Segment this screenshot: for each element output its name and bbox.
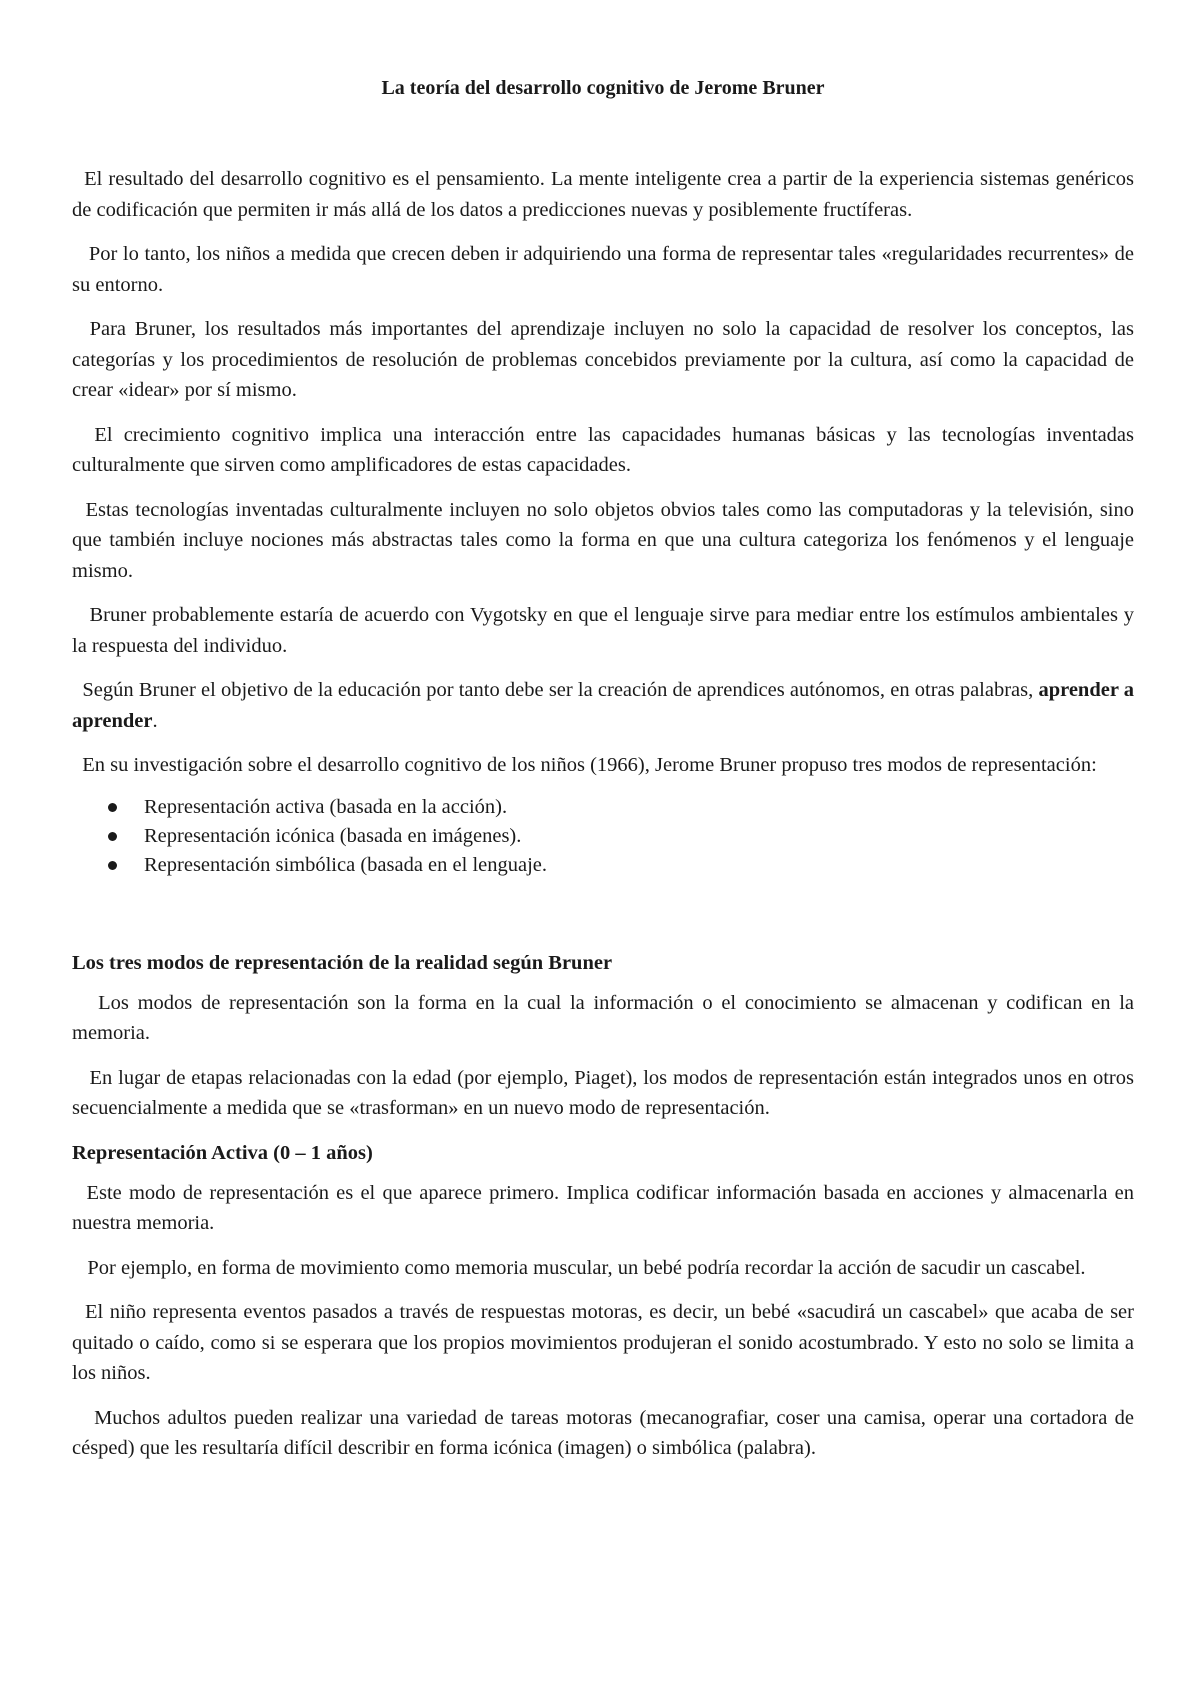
paragraph-active-first: Este modo de representación es el que aparece primero. Implica codificar información basada en acciones y almacenarla en nuestra memoria. (72, 1181, 1140, 1234)
paragraph-active-adults: Muchos adultos pueden realizar una variedad de tareas motoras (mecanografiar, coser una camisa, operar una cortadora de césped) que les resultaría difícil describir en forma icónica (imagen) o simbólica (palabra). (72, 1406, 1140, 1459)
paragraph-vygotsky: Bruner probablemente estaría de acuerdo con Vygotsky en que el lenguaje sirve para mediar entre los estímulos ambientales y la respuesta del individuo. (72, 604, 1140, 657)
list-item-text: Representación icónica (basada en imágenes). (144, 824, 522, 847)
bullet-icon (108, 803, 117, 812)
bullet-icon (108, 861, 117, 870)
list-item-text: Representación activa (basada en la acción). (144, 795, 508, 818)
paragraph-active-example: Por ejemplo, en forma de movimiento como memoria muscular, un bebé podría recordar la acción de sacudir un cascabel. (72, 1256, 1086, 1279)
paragraph-technologies: Estas tecnologías inventadas culturalmente incluyen no solo objetos obvios tales como las computadoras y la televisión, sino que también incluye nociones más abstractas tales como la forma en que una cultura categoriza los fenómenos y el lenguaje mismo. (72, 498, 1140, 582)
paragraph-cognitive-growth: El crecimiento cognitivo implica una interacción entre las capacidades humanas básicas y las tecnologías inventadas culturalmente que sirven como amplificadores de estas capacidades. (72, 423, 1140, 476)
representation-list (72, 793, 1134, 880)
document-title: La teoría del desarrollo cognitivo de Jerome Bruner (381, 77, 825, 99)
paragraph-research: En su investigación sobre el desarrollo cognitivo de los niños (1966), Jerome Bruner propuso tres modos de representación: (72, 754, 1097, 776)
paragraph-children-grow: Por lo tanto, los niños a medida que crecen deben ir adquiriendo una forma de representar tales «regularidades recurrentes» de su entorno. (72, 243, 1140, 296)
list-item (72, 793, 1134, 822)
paragraph-result: El resultado del desarrollo cognitivo es el pensamiento. La mente inteligente crea a partir de la experiencia sistemas genéricos de codificación que permiten ir más allá de los datos a predicciones nuevas y posiblemente fructíferas. (72, 168, 1140, 221)
section-heading-active: Representación Activa (0 – 1 años) (72, 1141, 373, 1164)
paragraph-objective (72, 675, 1140, 736)
bullet-icon (108, 832, 117, 841)
paragraph-learning-results: Para Bruner, los resultados más importantes del aprendizaje incluyen no solo la capacidad de resolver los conceptos, las categorías y los procedimientos de resolución de problemas concebidos previamente por la cultura, así como la capacidad de crear «idear» por sí mismo. (72, 318, 1140, 401)
list-item-text: Representación simbólica (basada en el lenguaje. (144, 853, 548, 876)
paragraph-active-motor: El niño representa eventos pasados a través de respuestas motoras, es decir, un bebé «sacudirá un cascabel» que acaba de ser quitado o caído, como si se esperara que los propios movimientos produjeran el sonido acostumbrado. Y esto no solo se limita a los niños. (72, 1301, 1140, 1384)
objective-bold-phrase: aprender a aprender (72, 679, 1140, 732)
list-item (72, 851, 1134, 880)
paragraph-modes-integration: En lugar de etapas relacionadas con la edad (por ejemplo, Piaget), los modos de representación están integrados unos en otros secuencialmente a medida que se «trasforman» en un nuevo modo de representación. (72, 1066, 1140, 1119)
list-item (72, 822, 1134, 851)
objective-text: Según Bruner el objetivo de la educación por tanto debe ser la creación de aprendices autónomos, en otras palabras, (72, 679, 1039, 701)
objective-end: . (152, 709, 158, 732)
document-page (72, 0, 1140, 1464)
paragraph-modes-definition: Los modos de representación son la forma en la cual la información o el conocimiento se almacenan y codifican en la memoria. (72, 991, 1140, 1044)
section-heading-modes: Los tres modos de representación de la realidad según Bruner (72, 951, 613, 974)
